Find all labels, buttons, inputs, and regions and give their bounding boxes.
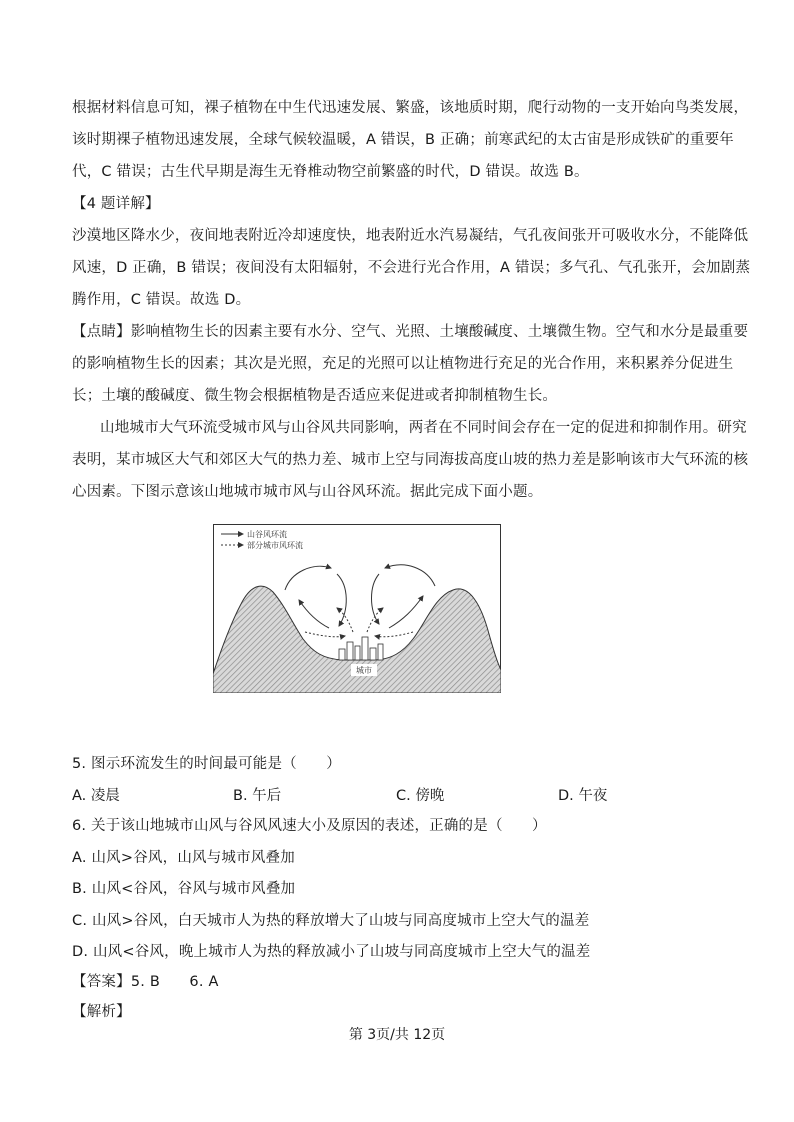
q5-option-b[interactable]: B. 午后 [233, 788, 282, 804]
paragraph-line: 【点睛】影响植物生长的因素主要有水分、空气、光照、土壤酸碱度、土壤微生物。空气和水分是最重要 [72, 324, 749, 340]
paragraph-line: 长；土壤的酸碱度、微生物会根据植物是否适应来促进或者抑制植物生长。 [72, 388, 558, 404]
legend-dashed-label: 部分城市风环流 [247, 541, 303, 550]
q6-option-c[interactable]: C. 山风>谷风，白天城市人为热的释放增大了山坡与同高度城市上空大气的温差 [72, 913, 590, 929]
q6-option-a[interactable]: A. 山风>谷风，山风与城市风叠加 [72, 850, 295, 866]
page-footer: 第 3页/共 12页 [348, 1027, 446, 1043]
q5-option-d[interactable]: D. 午夜 [558, 788, 608, 804]
paragraph-line: 的影响植物生长的因素；其次是光照，充足的光照可以让植物进行充足的光合作用，来积累养分促进生 [72, 356, 734, 372]
answer-line [72, 972, 732, 992]
paragraph-line: 该时期裸子植物迅速发展，全球气候较温暖，A 错误，B 正确；前寒武纪的太古宙是形成铁矿的重要年 [72, 132, 734, 148]
question-6-stem: 6. 关于该山地城市山风与谷风风速大小及原因的表述，正确的是（ ） [72, 818, 547, 834]
answer-tag: 【答案】 [72, 974, 131, 990]
paragraph-line: 风速，D 正确，B 错误；夜间没有太阳辐射，不会进行光合作用，A 错误；多气孔、气孔张开，会加剧蒸 [72, 260, 751, 276]
paragraph-line: 山地城市大气环流受城市风与山谷风共同影响，两者在不同时间会存在一定的促进和抑制作用。研究 [100, 420, 747, 436]
paragraph-line: 根据材料信息可知，裸子植物在中生代迅速发展、繁盛，该地质时期，爬行动物的一支开始向鸟类发展， [72, 100, 749, 116]
city-label: 城市 [356, 666, 372, 675]
question-5-stem: 5. 图示环流发生的时间最可能是（ ） [72, 756, 341, 772]
section-heading: 【4 题详解】 [72, 196, 160, 212]
q6-option-b[interactable]: B. 山风<谷风，谷风与城市风叠加 [72, 881, 296, 897]
paragraph-line: 心因素。下图示意该山地城市城市风与山谷风环流。据此完成下面小题。 [72, 484, 543, 500]
paragraph-line: 腾作用，C 错误。故选 D。 [72, 292, 251, 308]
q6-option-d[interactable]: D. 山风<谷风，晚上城市人为热的释放减小了山坡与同高度城市上空大气的温差 [72, 944, 591, 960]
paragraph-line: 沙漠地区降水少，夜间地表附近冷却速度快，地表附近水汽易凝结，气孔夜间张开可吸收水分，不能降低 [72, 228, 749, 244]
legend-solid-label: 山谷风环流 [247, 530, 287, 539]
circulation-diagram [213, 524, 501, 693]
analysis-tag: 【解析】 [72, 1004, 131, 1020]
answer-text: 5. B 6. A [130, 974, 219, 990]
paragraph-line: 代，C 错误；古生代早期是海生无脊椎动物空前繁盛的时代，D 错误。故选 B。 [72, 164, 589, 180]
q5-option-c[interactable]: C. 傍晚 [396, 788, 445, 804]
q5-option-a[interactable]: A. 凌晨 [72, 788, 120, 804]
paragraph-line: 表明，某市城区大气和郊区大气的热力差、城市上空与同海拔高度山坡的热力差是影响该市大气环流的核 [72, 452, 749, 468]
